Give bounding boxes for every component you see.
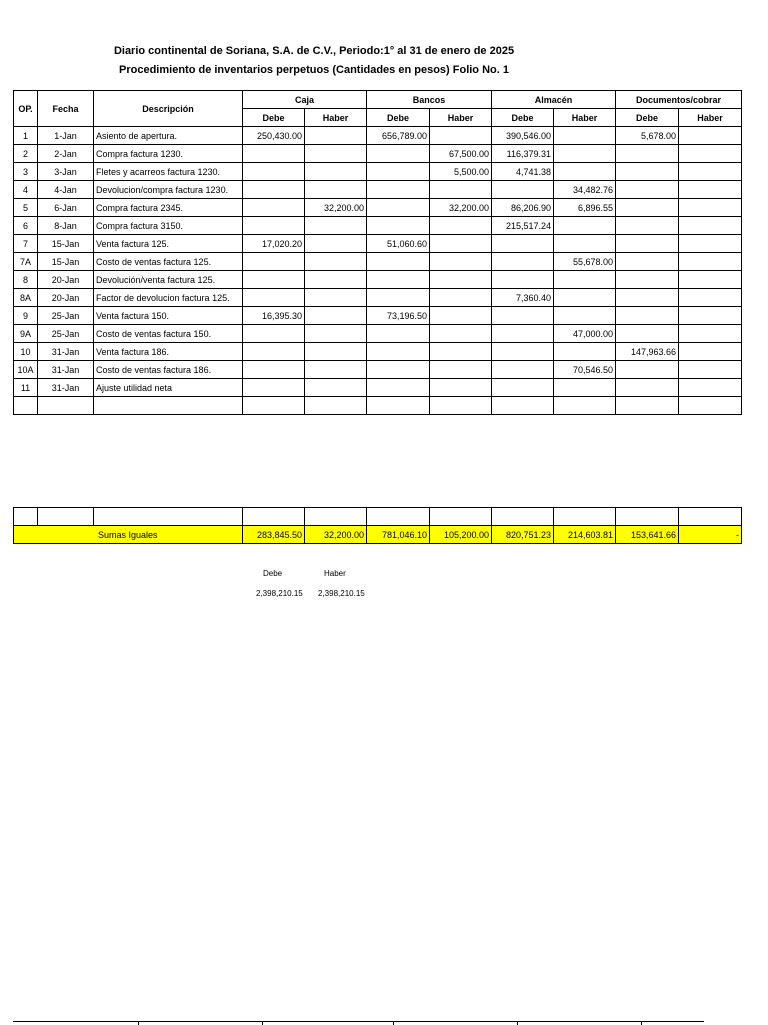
total-bancos-debe: 781,046.10 (367, 526, 430, 544)
row-fecha: 20-Jan (38, 289, 94, 307)
row-documentos-debe (616, 163, 679, 181)
total-documentos-haber: - (679, 526, 742, 544)
row-bancos-haber (430, 397, 492, 415)
table-row (14, 199, 742, 217)
header-caja-haber: Haber (305, 109, 367, 127)
header-almacen-debe: Debe (492, 109, 554, 127)
row-fecha: 8-Jan (38, 217, 94, 235)
header-bancos-debe: Debe (367, 109, 430, 127)
row-op (14, 397, 38, 415)
row-bancos-debe (367, 361, 430, 379)
row-caja-debe (243, 181, 305, 199)
row-op: 11 (14, 379, 38, 397)
row-almacen-debe (492, 307, 554, 325)
row-bancos-debe (367, 253, 430, 271)
row-almacen-debe: 86,206.90 (492, 199, 554, 217)
row-fecha: 25-Jan (38, 307, 94, 325)
row-description: Venta factura 125. (94, 235, 243, 253)
row-description: Compra factura 3150. (94, 217, 243, 235)
row-op: 4 (14, 181, 38, 199)
row-fecha: 31-Jan (38, 361, 94, 379)
row-almacen-haber (554, 271, 616, 289)
table-row (14, 181, 742, 199)
table-row (14, 307, 742, 325)
total-almacen-debe: 820,751.23 (492, 526, 554, 544)
row-almacen-haber: 34,482.76 (554, 181, 616, 199)
header-documentos-haber: Haber (679, 109, 742, 127)
header-caja: Caja (243, 91, 367, 109)
row-almacen-debe (492, 235, 554, 253)
row-description: Compra factura 2345. (94, 199, 243, 217)
row-caja-haber (305, 127, 367, 145)
row-documentos-debe (616, 235, 679, 253)
row-caja-haber (305, 253, 367, 271)
row-documentos-haber (679, 379, 742, 397)
row-description: Venta factura 150. (94, 307, 243, 325)
row-description: Fletes y acarreos factura 1230. (94, 163, 243, 181)
table-row (14, 127, 742, 145)
row-documentos-debe: 147,963.66 (616, 343, 679, 361)
table-row (14, 217, 742, 235)
row-documentos-haber (679, 253, 742, 271)
row-bancos-debe (367, 397, 430, 415)
row-caja-debe (243, 199, 305, 217)
row-almacen-haber (554, 235, 616, 253)
row-description: Costo de ventas factura 150. (94, 325, 243, 343)
summary-haber-label: Haber (324, 569, 346, 578)
row-bancos-haber (430, 325, 492, 343)
row-caja-haber (305, 217, 367, 235)
row-documentos-haber (679, 271, 742, 289)
total-caja-haber: 32,200.00 (305, 526, 367, 544)
row-almacen-debe: 215,517.24 (492, 217, 554, 235)
row-caja-haber (305, 343, 367, 361)
table-row (14, 235, 742, 253)
row-description: Factor de devolucion factura 125. (94, 289, 243, 307)
row-documentos-haber (679, 181, 742, 199)
row-documentos-haber (679, 163, 742, 181)
row-almacen-haber: 70,546.50 (554, 361, 616, 379)
row-caja-debe: 16,395.30 (243, 307, 305, 325)
table-row (14, 253, 742, 271)
row-description (94, 397, 243, 415)
row-op: 1 (14, 127, 38, 145)
row-almacen-debe: 116,379.31 (492, 145, 554, 163)
row-op: 9 (14, 307, 38, 325)
row-bancos-debe: 656,789.00 (367, 127, 430, 145)
row-almacen-haber: 47,000.00 (554, 325, 616, 343)
row-caja-debe (243, 253, 305, 271)
row-almacen-haber (554, 343, 616, 361)
row-op: 8 (14, 271, 38, 289)
row-bancos-haber (430, 289, 492, 307)
row-bancos-debe (367, 271, 430, 289)
row-description: Ajuste utilidad neta (94, 379, 243, 397)
row-bancos-debe (367, 379, 430, 397)
row-almacen-debe (492, 343, 554, 361)
row-caja-debe (243, 145, 305, 163)
row-caja-haber (305, 271, 367, 289)
row-documentos-debe (616, 307, 679, 325)
row-bancos-haber: 5,500.00 (430, 163, 492, 181)
row-caja-haber (305, 325, 367, 343)
row-bancos-debe (367, 163, 430, 181)
row-op: 5 (14, 199, 38, 217)
row-documentos-haber (679, 127, 742, 145)
row-almacen-haber (554, 289, 616, 307)
row-documentos-debe (616, 145, 679, 163)
row-fecha: 1-Jan (38, 127, 94, 145)
row-almacen-debe: 390,546.00 (492, 127, 554, 145)
header-documentos-debe: Debe (616, 109, 679, 127)
row-fecha: 25-Jan (38, 325, 94, 343)
row-almacen-debe (492, 253, 554, 271)
total-caja-debe: 283,845.50 (243, 526, 305, 544)
row-caja-debe (243, 379, 305, 397)
row-op: 2 (14, 145, 38, 163)
row-fecha: 15-Jan (38, 235, 94, 253)
row-caja-haber (305, 235, 367, 253)
row-bancos-haber (430, 127, 492, 145)
row-bancos-debe (367, 289, 430, 307)
row-almacen-haber (554, 379, 616, 397)
row-almacen-debe (492, 325, 554, 343)
row-description: Compra factura 1230. (94, 145, 243, 163)
total-bancos-haber: 105,200.00 (430, 526, 492, 544)
table-row (14, 397, 742, 415)
totals-row (14, 526, 742, 544)
row-documentos-haber (679, 307, 742, 325)
journal-subtitle: Procedimiento de inventarios perpetuos (Cantidades en pesos) Folio No. 1 (119, 64, 509, 76)
row-fecha: 4-Jan (38, 181, 94, 199)
row-fecha: 15-Jan (38, 253, 94, 271)
row-bancos-haber (430, 235, 492, 253)
row-documentos-haber (679, 217, 742, 235)
row-almacen-debe (492, 379, 554, 397)
row-caja-debe (243, 325, 305, 343)
header-almacen: Almacén (492, 91, 616, 109)
row-bancos-debe (367, 145, 430, 163)
journal-table (13, 90, 742, 415)
row-bancos-haber (430, 271, 492, 289)
header-descripcion: Descripción (94, 91, 243, 127)
row-almacen-debe (492, 181, 554, 199)
row-op: 8A (14, 289, 38, 307)
row-almacen-haber (554, 145, 616, 163)
row-bancos-debe (367, 199, 430, 217)
row-description: Costo de ventas factura 186. (94, 361, 243, 379)
row-caja-debe (243, 343, 305, 361)
total-almacen-haber: 214,603.81 (554, 526, 616, 544)
row-caja-debe (243, 217, 305, 235)
row-caja-haber (305, 181, 367, 199)
row-documentos-debe (616, 325, 679, 343)
row-bancos-haber (430, 379, 492, 397)
row-caja-debe (243, 361, 305, 379)
row-fecha: 31-Jan (38, 343, 94, 361)
row-caja-debe (243, 271, 305, 289)
row-documentos-debe (616, 271, 679, 289)
table-row (14, 271, 742, 289)
row-documentos-debe (616, 379, 679, 397)
row-documentos-haber (679, 361, 742, 379)
row-description: Asiento de apertura. (94, 127, 243, 145)
row-bancos-debe (367, 181, 430, 199)
row-bancos-haber (430, 253, 492, 271)
row-documentos-debe (616, 181, 679, 199)
row-almacen-debe (492, 397, 554, 415)
header-almacen-haber: Haber (554, 109, 616, 127)
totals-blank-row (14, 508, 742, 526)
summary-debe-value: 2,398,210.15 (256, 589, 303, 598)
header-caja-debe: Debe (243, 109, 305, 127)
row-caja-haber (305, 145, 367, 163)
row-almacen-haber (554, 397, 616, 415)
row-fecha (38, 397, 94, 415)
row-almacen-haber (554, 217, 616, 235)
table-row (14, 163, 742, 181)
journal-title: Diario continental de Soriana, S.A. de C.V., Periodo:1° al 31 de enero de 2025 (113, 45, 515, 57)
row-fecha: 20-Jan (38, 271, 94, 289)
header-bancos-haber: Haber (430, 109, 492, 127)
row-op: 10 (14, 343, 38, 361)
row-caja-haber: 32,200.00 (305, 199, 367, 217)
row-almacen-debe: 7,360.40 (492, 289, 554, 307)
table-row (14, 379, 742, 397)
row-bancos-debe (367, 343, 430, 361)
row-almacen-haber: 6,896.55 (554, 199, 616, 217)
row-bancos-haber (430, 361, 492, 379)
row-description: Venta factura 186. (94, 343, 243, 361)
row-op: 7A (14, 253, 38, 271)
table-row (14, 325, 742, 343)
row-caja-debe: 17,020.20 (243, 235, 305, 253)
row-fecha: 31-Jan (38, 379, 94, 397)
row-bancos-haber (430, 217, 492, 235)
row-documentos-debe (616, 361, 679, 379)
row-documentos-debe: 5,678.00 (616, 127, 679, 145)
table-row (14, 361, 742, 379)
header-fecha: Fecha (38, 91, 94, 127)
totals-table (13, 507, 742, 544)
summary-haber-value: 2,398,210.15 (318, 589, 365, 598)
row-caja-haber (305, 397, 367, 415)
row-fecha: 3-Jan (38, 163, 94, 181)
row-caja-debe (243, 397, 305, 415)
row-documentos-debe (616, 289, 679, 307)
header-documentos: Documentos/cobrar (616, 91, 742, 109)
row-almacen-haber (554, 307, 616, 325)
row-bancos-haber: 67,500.00 (430, 145, 492, 163)
row-description: Devolucion/compra factura 1230. (94, 181, 243, 199)
row-caja-haber (305, 289, 367, 307)
row-caja-debe (243, 163, 305, 181)
table-row (14, 145, 742, 163)
row-documentos-debe (616, 397, 679, 415)
row-op: 10A (14, 361, 38, 379)
summary-debe-label: Debe (263, 569, 283, 578)
row-documentos-haber (679, 289, 742, 307)
row-bancos-debe: 73,196.50 (367, 307, 430, 325)
row-almacen-haber (554, 163, 616, 181)
row-documentos-debe (616, 199, 679, 217)
row-description: Devolución/venta factura 125. (94, 271, 243, 289)
row-documentos-haber (679, 397, 742, 415)
next-page-table-edge (13, 1021, 704, 1025)
row-almacen-debe: 4,741.38 (492, 163, 554, 181)
row-documentos-haber (679, 145, 742, 163)
row-bancos-haber (430, 343, 492, 361)
total-documentos-debe: 153,641.66 (616, 526, 679, 544)
row-caja-debe: 250,430.00 (243, 127, 305, 145)
row-documentos-haber (679, 235, 742, 253)
row-bancos-debe: 51,060.60 (367, 235, 430, 253)
row-caja-haber (305, 163, 367, 181)
table-row (14, 289, 742, 307)
header-bancos: Bancos (367, 91, 492, 109)
row-documentos-haber (679, 325, 742, 343)
row-almacen-debe (492, 271, 554, 289)
row-bancos-haber (430, 181, 492, 199)
totals-label: Sumas Iguales (14, 526, 243, 544)
row-caja-haber (305, 361, 367, 379)
row-op: 3 (14, 163, 38, 181)
row-bancos-haber: 32,200.00 (430, 199, 492, 217)
row-bancos-debe (367, 325, 430, 343)
table-row (14, 343, 742, 361)
row-op: 6 (14, 217, 38, 235)
row-almacen-debe (492, 361, 554, 379)
row-fecha: 2-Jan (38, 145, 94, 163)
row-documentos-debe (616, 253, 679, 271)
header-op: OP. (14, 91, 38, 127)
row-description: Costo de ventas factura 125. (94, 253, 243, 271)
row-documentos-debe (616, 217, 679, 235)
row-op: 9A (14, 325, 38, 343)
row-documentos-haber (679, 343, 742, 361)
row-bancos-haber (430, 307, 492, 325)
row-fecha: 6-Jan (38, 199, 94, 217)
row-caja-haber (305, 307, 367, 325)
row-almacen-haber (554, 127, 616, 145)
row-op: 7 (14, 235, 38, 253)
row-caja-haber (305, 379, 367, 397)
row-bancos-debe (367, 217, 430, 235)
row-almacen-haber: 55,678.00 (554, 253, 616, 271)
row-documentos-haber (679, 199, 742, 217)
row-caja-debe (243, 289, 305, 307)
